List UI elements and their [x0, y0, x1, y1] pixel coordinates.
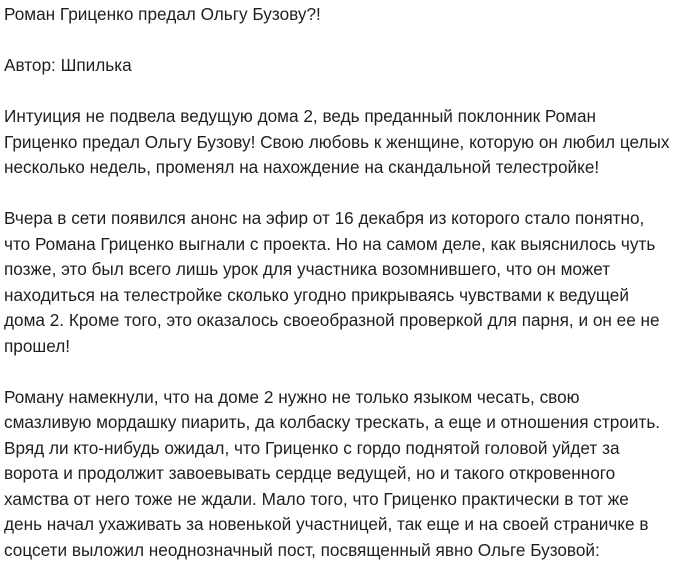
paragraph-line: Интуиция не подвела ведущую дома 2, ведь преданный поклонник Роман — [4, 104, 696, 130]
paragraph-line: несколько недель, променял на нахождение на скандальной телестройке! — [4, 155, 696, 181]
paragraph-line: позже, это был всего лишь урок для участника возомнившего, что он может — [4, 257, 696, 283]
paragraph-line: дома 2. Кроме того, это оказалось своеобразной проверкой для парня, и он ее не — [4, 308, 696, 334]
article-title-block — [4, 2, 696, 28]
author-block — [4, 53, 696, 79]
paragraph-line: ворота и продолжит завоевывать сердце ведущей, но и такого откровенного — [4, 461, 696, 487]
paragraph-line: находиться на телестройке сколько угодно прикрываясь чувствами к ведущей — [4, 283, 696, 309]
paragraph-line: Вчера в сети появился анонс на эфир от 16 декабря из которого стало понятно, — [4, 206, 696, 232]
paragraph-line: что Романа Гриценко выгнали с проекта. Но на самом деле, как выяснилось чуть — [4, 232, 696, 258]
paragraph-line: соцсети выложил неоднозначный пост, посвященный явно Ольге Бузовой: — [4, 538, 696, 563]
paragraph-line: прошел! — [4, 334, 696, 360]
paragraph-1 — [4, 104, 696, 181]
article-author: Автор: Шпилька — [4, 53, 696, 79]
paragraph-line: Гриценко предал Ольгу Бузову! Свою любовь к женщине, которую он любил целых — [4, 130, 696, 156]
article-title: Роман Гриценко предал Ольгу Бузову?! — [4, 2, 696, 28]
paragraph-line: хамства от него тоже не ждали. Мало того, что Гриценко практически в тот же — [4, 487, 696, 513]
paragraph-3 — [4, 385, 696, 563]
article — [4, 0, 696, 563]
paragraph-line: день начал ухаживать за новенькой участницей, так еще и на своей страничке в — [4, 512, 696, 538]
paragraph-line: Вряд ли кто-нибудь ожидал, что Гриценко с гордо поднятой головой уйдет за — [4, 436, 696, 462]
paragraph-2 — [4, 206, 696, 359]
paragraph-line: Роману намекнули, что на доме 2 нужно не только языком чесать, свою — [4, 385, 696, 411]
paragraph-line: смазливую мордашку пиарить, да колбаску трескать, а еще и отношения строить. — [4, 410, 696, 436]
